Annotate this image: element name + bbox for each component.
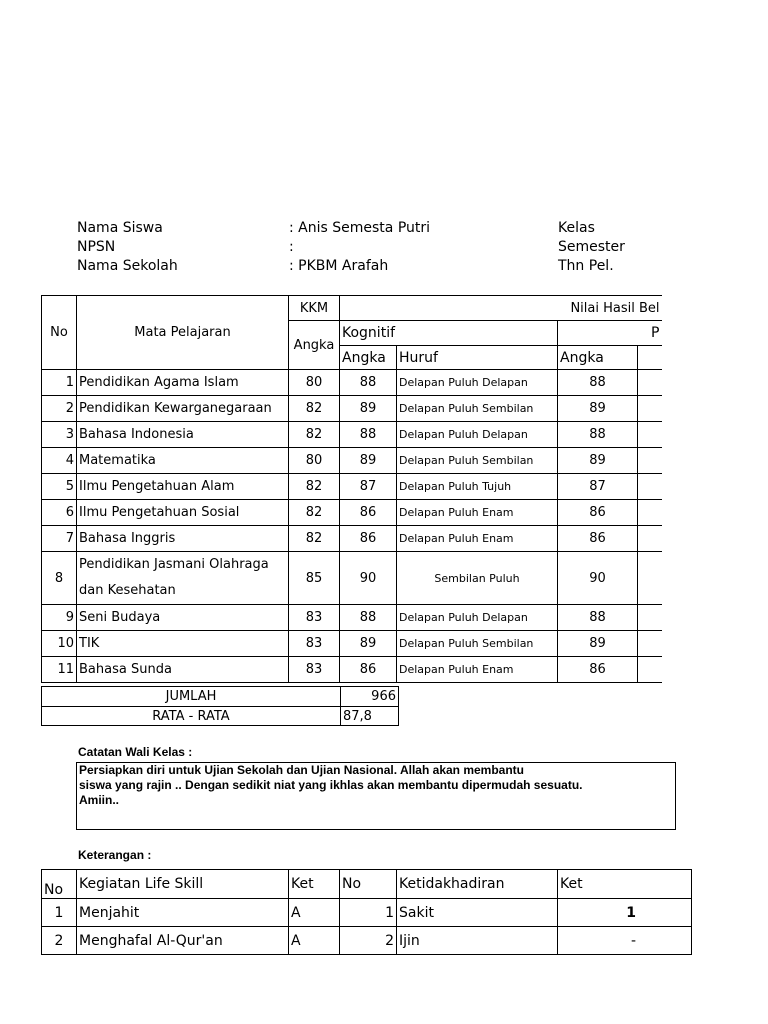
student-name-value: : Anis Semesta Putri — [289, 220, 431, 236]
row-huruf: Delapan Puluh Delapan — [397, 422, 558, 448]
table-row — [42, 927, 692, 955]
row-no: 3 — [42, 422, 77, 448]
row-p-angka: 88 — [558, 605, 638, 631]
extra-ket2: 1 — [558, 899, 692, 927]
student-name-label: Nama Siswa — [77, 220, 163, 236]
npsn-label: NPSN — [77, 239, 116, 255]
row-angka: 87 — [340, 474, 397, 500]
table-row — [42, 474, 662, 500]
extra-no2: 1 — [340, 899, 397, 927]
row-no: 10 — [42, 631, 77, 657]
row-p-angka: 86 — [558, 657, 638, 683]
row-subject: Pendidikan Agama Islam — [77, 370, 289, 396]
extra-ket: A — [289, 927, 340, 955]
jumlah-label: JUMLAH — [42, 687, 341, 707]
semester-label: Semester — [558, 239, 625, 255]
row-no: 2 — [42, 396, 77, 422]
row-kkm: 82 — [289, 500, 340, 526]
row-kkm: 82 — [289, 422, 340, 448]
row-no: 6 — [42, 500, 77, 526]
table-row — [42, 552, 662, 605]
row-p-angka: 88 — [558, 422, 638, 448]
extra-no: 2 — [42, 927, 77, 955]
row-no: 9 — [42, 605, 77, 631]
extra-header-no2: No — [340, 870, 397, 899]
row-no: 8 — [42, 552, 77, 605]
row-huruf: Delapan Puluh Sembilan — [397, 396, 558, 422]
row-no: 5 — [42, 474, 77, 500]
header-no: No — [42, 296, 77, 370]
extra-header-ket: Ket — [289, 870, 340, 899]
row-huruf: Delapan Puluh Tujuh — [397, 474, 558, 500]
row-p-extra — [638, 422, 662, 448]
row-p-angka: 89 — [558, 631, 638, 657]
row-p-extra — [638, 657, 662, 683]
catatan-label: Catatan Wali Kelas : — [78, 745, 193, 759]
row-angka: 86 — [340, 657, 397, 683]
extra-header-no: No — [42, 870, 77, 899]
header-nilai: Nilai Hasil Bel — [340, 296, 662, 321]
row-kkm: 83 — [289, 657, 340, 683]
row-subject: Ilmu Pengetahuan Sosial — [77, 500, 289, 526]
row-subject-line1: Pendidikan Jasmani Olahraga — [79, 557, 269, 572]
header-p-angka: Angka — [558, 346, 638, 370]
table-row — [42, 631, 662, 657]
extra-kegiatan: Menjahit — [77, 899, 289, 927]
row-subject-line2: dan Kesehatan — [79, 583, 176, 598]
keterangan-label: Keterangan : — [78, 848, 152, 862]
extra-no2: 2 — [340, 927, 397, 955]
header-p-extra — [638, 346, 662, 370]
header-kkm-angka: Angka — [289, 321, 340, 370]
row-subject: Pendidikan Kewarganegaraan — [77, 396, 289, 422]
row-p-extra — [638, 474, 662, 500]
row-no: 11 — [42, 657, 77, 683]
jumlah-value: 966 — [341, 687, 399, 707]
row-angka: 88 — [340, 605, 397, 631]
rata-value: 87,8 — [341, 707, 399, 726]
rata-label: RATA - RATA — [42, 707, 341, 726]
row-subject: Ilmu Pengetahuan Alam — [77, 474, 289, 500]
row-p-angka: 88 — [558, 370, 638, 396]
extra-no: 1 — [42, 899, 77, 927]
row-kkm: 82 — [289, 474, 340, 500]
catatan-line-3: Amiin.. — [79, 793, 120, 807]
row-subject: Bahasa Indonesia — [77, 422, 289, 448]
row-kkm: 83 — [289, 631, 340, 657]
totals-table — [41, 686, 399, 726]
catatan-text — [77, 763, 675, 808]
header-subject: Mata Pelajaran — [77, 296, 289, 370]
row-angka: 86 — [340, 500, 397, 526]
catatan-box — [76, 762, 676, 830]
header-p: P — [558, 321, 662, 346]
extra-header-kegiatan: Kegiatan Life Skill — [77, 870, 289, 899]
npsn-value: : — [289, 239, 294, 255]
row-huruf: Delapan Puluh Enam — [397, 500, 558, 526]
row-p-extra — [638, 396, 662, 422]
row-kkm: 82 — [289, 396, 340, 422]
table-row — [42, 526, 662, 552]
row-huruf: Delapan Puluh Sembilan — [397, 631, 558, 657]
school-value: : PKBM Arafah — [289, 258, 389, 274]
row-p-angka: 87 — [558, 474, 638, 500]
row-p-angka: 89 — [558, 396, 638, 422]
activity-table — [41, 869, 692, 955]
row-kkm: 80 — [289, 370, 340, 396]
row-kkm: 85 — [289, 552, 340, 605]
row-subject: Seni Budaya — [77, 605, 289, 631]
row-huruf: Delapan Puluh Enam — [397, 526, 558, 552]
table-row — [42, 422, 662, 448]
header-kognitif: Kognitif — [340, 321, 558, 346]
row-p-extra — [638, 631, 662, 657]
thn-pel-label: Thn Pel. — [558, 258, 614, 274]
table-row — [42, 500, 662, 526]
row-p-angka: 86 — [558, 500, 638, 526]
row-kkm: 82 — [289, 526, 340, 552]
row-p-angka: 90 — [558, 552, 638, 605]
extra-kegiatan: Menghafal Al-Qur'an — [77, 927, 289, 955]
row-angka: 89 — [340, 396, 397, 422]
row-angka: 88 — [340, 422, 397, 448]
row-no: 1 — [42, 370, 77, 396]
row-subject: Bahasa Sunda — [77, 657, 289, 683]
row-p-angka: 86 — [558, 526, 638, 552]
row-p-extra — [638, 552, 662, 605]
header-kkm: KKM — [289, 296, 340, 321]
table-row — [42, 370, 662, 396]
row-kkm: 80 — [289, 448, 340, 474]
row-p-extra — [638, 605, 662, 631]
row-subject: Bahasa Inggris — [77, 526, 289, 552]
row-p-extra — [638, 526, 662, 552]
table-row — [42, 899, 692, 927]
row-kkm: 83 — [289, 605, 340, 631]
row-p-angka: 89 — [558, 448, 638, 474]
row-angka: 88 — [340, 370, 397, 396]
row-p-extra — [638, 370, 662, 396]
table-row — [42, 605, 662, 631]
row-huruf: Delapan Puluh Delapan — [397, 605, 558, 631]
row-huruf: Delapan Puluh Sembilan — [397, 448, 558, 474]
row-huruf: Delapan Puluh Delapan — [397, 370, 558, 396]
row-no: 4 — [42, 448, 77, 474]
grades-table — [41, 295, 662, 683]
row-huruf: Delapan Puluh Enam — [397, 657, 558, 683]
table-row — [42, 396, 662, 422]
catatan-line-2: siswa yang rajin .. Dengan sedikit niat yang ikhlas akan membantu dipermudah sesuatu. — [79, 778, 583, 792]
extra-header-ket2: Ket — [558, 870, 692, 899]
row-huruf: Sembilan Puluh — [397, 552, 558, 605]
header-huruf: Huruf — [397, 346, 558, 370]
row-subject — [77, 552, 289, 605]
extra-ket2: - — [558, 927, 692, 955]
row-subject: Matematika — [77, 448, 289, 474]
row-angka: 89 — [340, 448, 397, 474]
extra-ket: A — [289, 899, 340, 927]
school-label: Nama Sekolah — [77, 258, 178, 274]
extra-header-ketidakhadiran: Ketidakhadiran — [397, 870, 558, 899]
row-subject: TIK — [77, 631, 289, 657]
row-angka: 86 — [340, 526, 397, 552]
header-kognitif-angka: Angka — [340, 346, 397, 370]
table-row — [42, 657, 662, 683]
row-p-extra — [638, 500, 662, 526]
row-no: 7 — [42, 526, 77, 552]
extra-ketidakhadiran: Ijin — [397, 927, 558, 955]
catatan-line-1: Persiapkan diri untuk Ujian Sekolah dan Ujian Nasional. Allah akan membantu — [79, 763, 525, 777]
row-angka: 90 — [340, 552, 397, 605]
kelas-label: Kelas — [558, 220, 595, 236]
table-row — [42, 448, 662, 474]
extra-ketidakhadiran: Sakit — [397, 899, 558, 927]
row-p-extra — [638, 448, 662, 474]
row-angka: 89 — [340, 631, 397, 657]
